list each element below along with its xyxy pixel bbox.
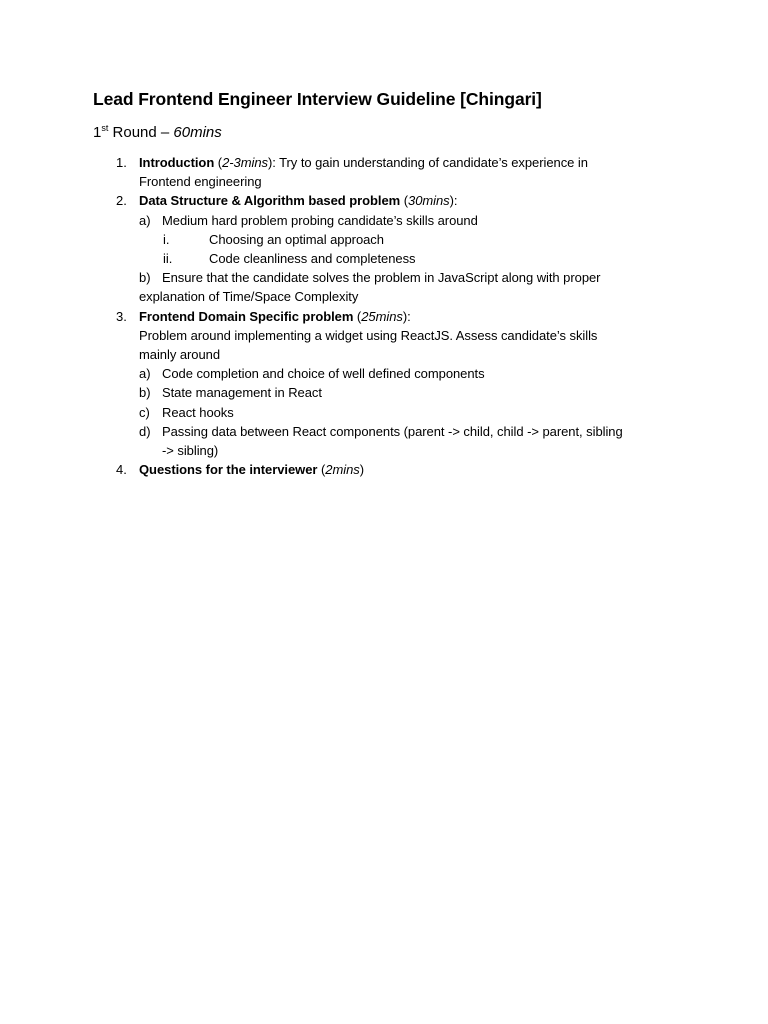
item-2a-i-text: Choosing an optimal approach bbox=[209, 232, 384, 247]
item-2a-marker: a) bbox=[139, 213, 151, 228]
item-2a-ii-text: Code cleanliness and completeness bbox=[209, 251, 416, 266]
item-3-close: ): bbox=[402, 309, 411, 324]
round-duration: 60mins bbox=[173, 124, 222, 141]
item-3c-marker: c) bbox=[139, 405, 150, 420]
item-1-open-paren: ( bbox=[214, 155, 223, 170]
item-3c-text: React hooks bbox=[162, 405, 234, 420]
item-3-description-line1: Problem around implementing a widget using ReactJS. Assess candidate’s skills bbox=[139, 328, 598, 343]
item-4-title: Questions for the interviewer bbox=[139, 462, 318, 477]
item-2-line bbox=[139, 193, 457, 209]
item-2-duration: 30mins bbox=[408, 193, 450, 208]
item-2b-text: Ensure that the candidate solves the problem in JavaScript along with proper bbox=[162, 270, 601, 285]
item-3-marker: 3. bbox=[116, 309, 127, 324]
round-heading bbox=[93, 124, 222, 141]
item-2a-i-marker: i. bbox=[163, 232, 170, 247]
item-2-title: Data Structure & Algorithm based problem bbox=[139, 193, 401, 208]
item-1-duration: 2-3mins bbox=[222, 155, 268, 170]
item-1-continuation: Frontend engineering bbox=[139, 174, 262, 189]
item-2b-marker: b) bbox=[139, 270, 151, 285]
item-2-marker: 2. bbox=[116, 193, 127, 208]
item-1-marker: 1. bbox=[116, 155, 127, 170]
round-ordinal-suffix: st bbox=[101, 123, 109, 133]
item-3-title: Frontend Domain Specific problem bbox=[139, 309, 354, 324]
item-3b-text: State management in React bbox=[162, 385, 322, 400]
item-3d-continuation: -> sibling) bbox=[162, 443, 219, 458]
item-1-line bbox=[139, 155, 588, 171]
item-4-marker: 4. bbox=[116, 462, 127, 477]
item-3-duration: 25mins bbox=[361, 309, 403, 324]
item-3d-text: Passing data between React components (parent -> child, child -> parent, sibling bbox=[162, 424, 623, 439]
item-2a-text: Medium hard problem probing candidate’s skills around bbox=[162, 213, 478, 228]
item-3-description-line2: mainly around bbox=[139, 347, 221, 362]
item-4-open-paren: ( bbox=[317, 462, 326, 477]
item-2a-ii-marker: ii. bbox=[163, 251, 173, 266]
item-1-title: Introduction bbox=[139, 155, 215, 170]
item-2-open-paren: ( bbox=[400, 193, 409, 208]
document-title: Lead Frontend Engineer Interview Guideline [Chingari] bbox=[93, 89, 542, 109]
round-label: Round – bbox=[108, 124, 174, 141]
item-2b-continuation: explanation of Time/Space Complexity bbox=[139, 289, 359, 304]
item-4-close: ) bbox=[359, 462, 364, 477]
item-3a-marker: a) bbox=[139, 366, 151, 381]
item-3d-marker: d) bbox=[139, 424, 151, 439]
round-number: 1 bbox=[93, 124, 102, 141]
item-3-line bbox=[139, 309, 411, 325]
item-3-open-paren: ( bbox=[353, 309, 362, 324]
item-1-text: ): Try to gain understanding of candidate’s experience in bbox=[267, 155, 588, 170]
item-3b-marker: b) bbox=[139, 385, 151, 400]
item-2-close: ): bbox=[449, 193, 458, 208]
item-3a-text: Code completion and choice of well defined components bbox=[162, 366, 485, 381]
item-4-duration: 2mins bbox=[325, 462, 360, 477]
item-4-line bbox=[139, 462, 364, 478]
